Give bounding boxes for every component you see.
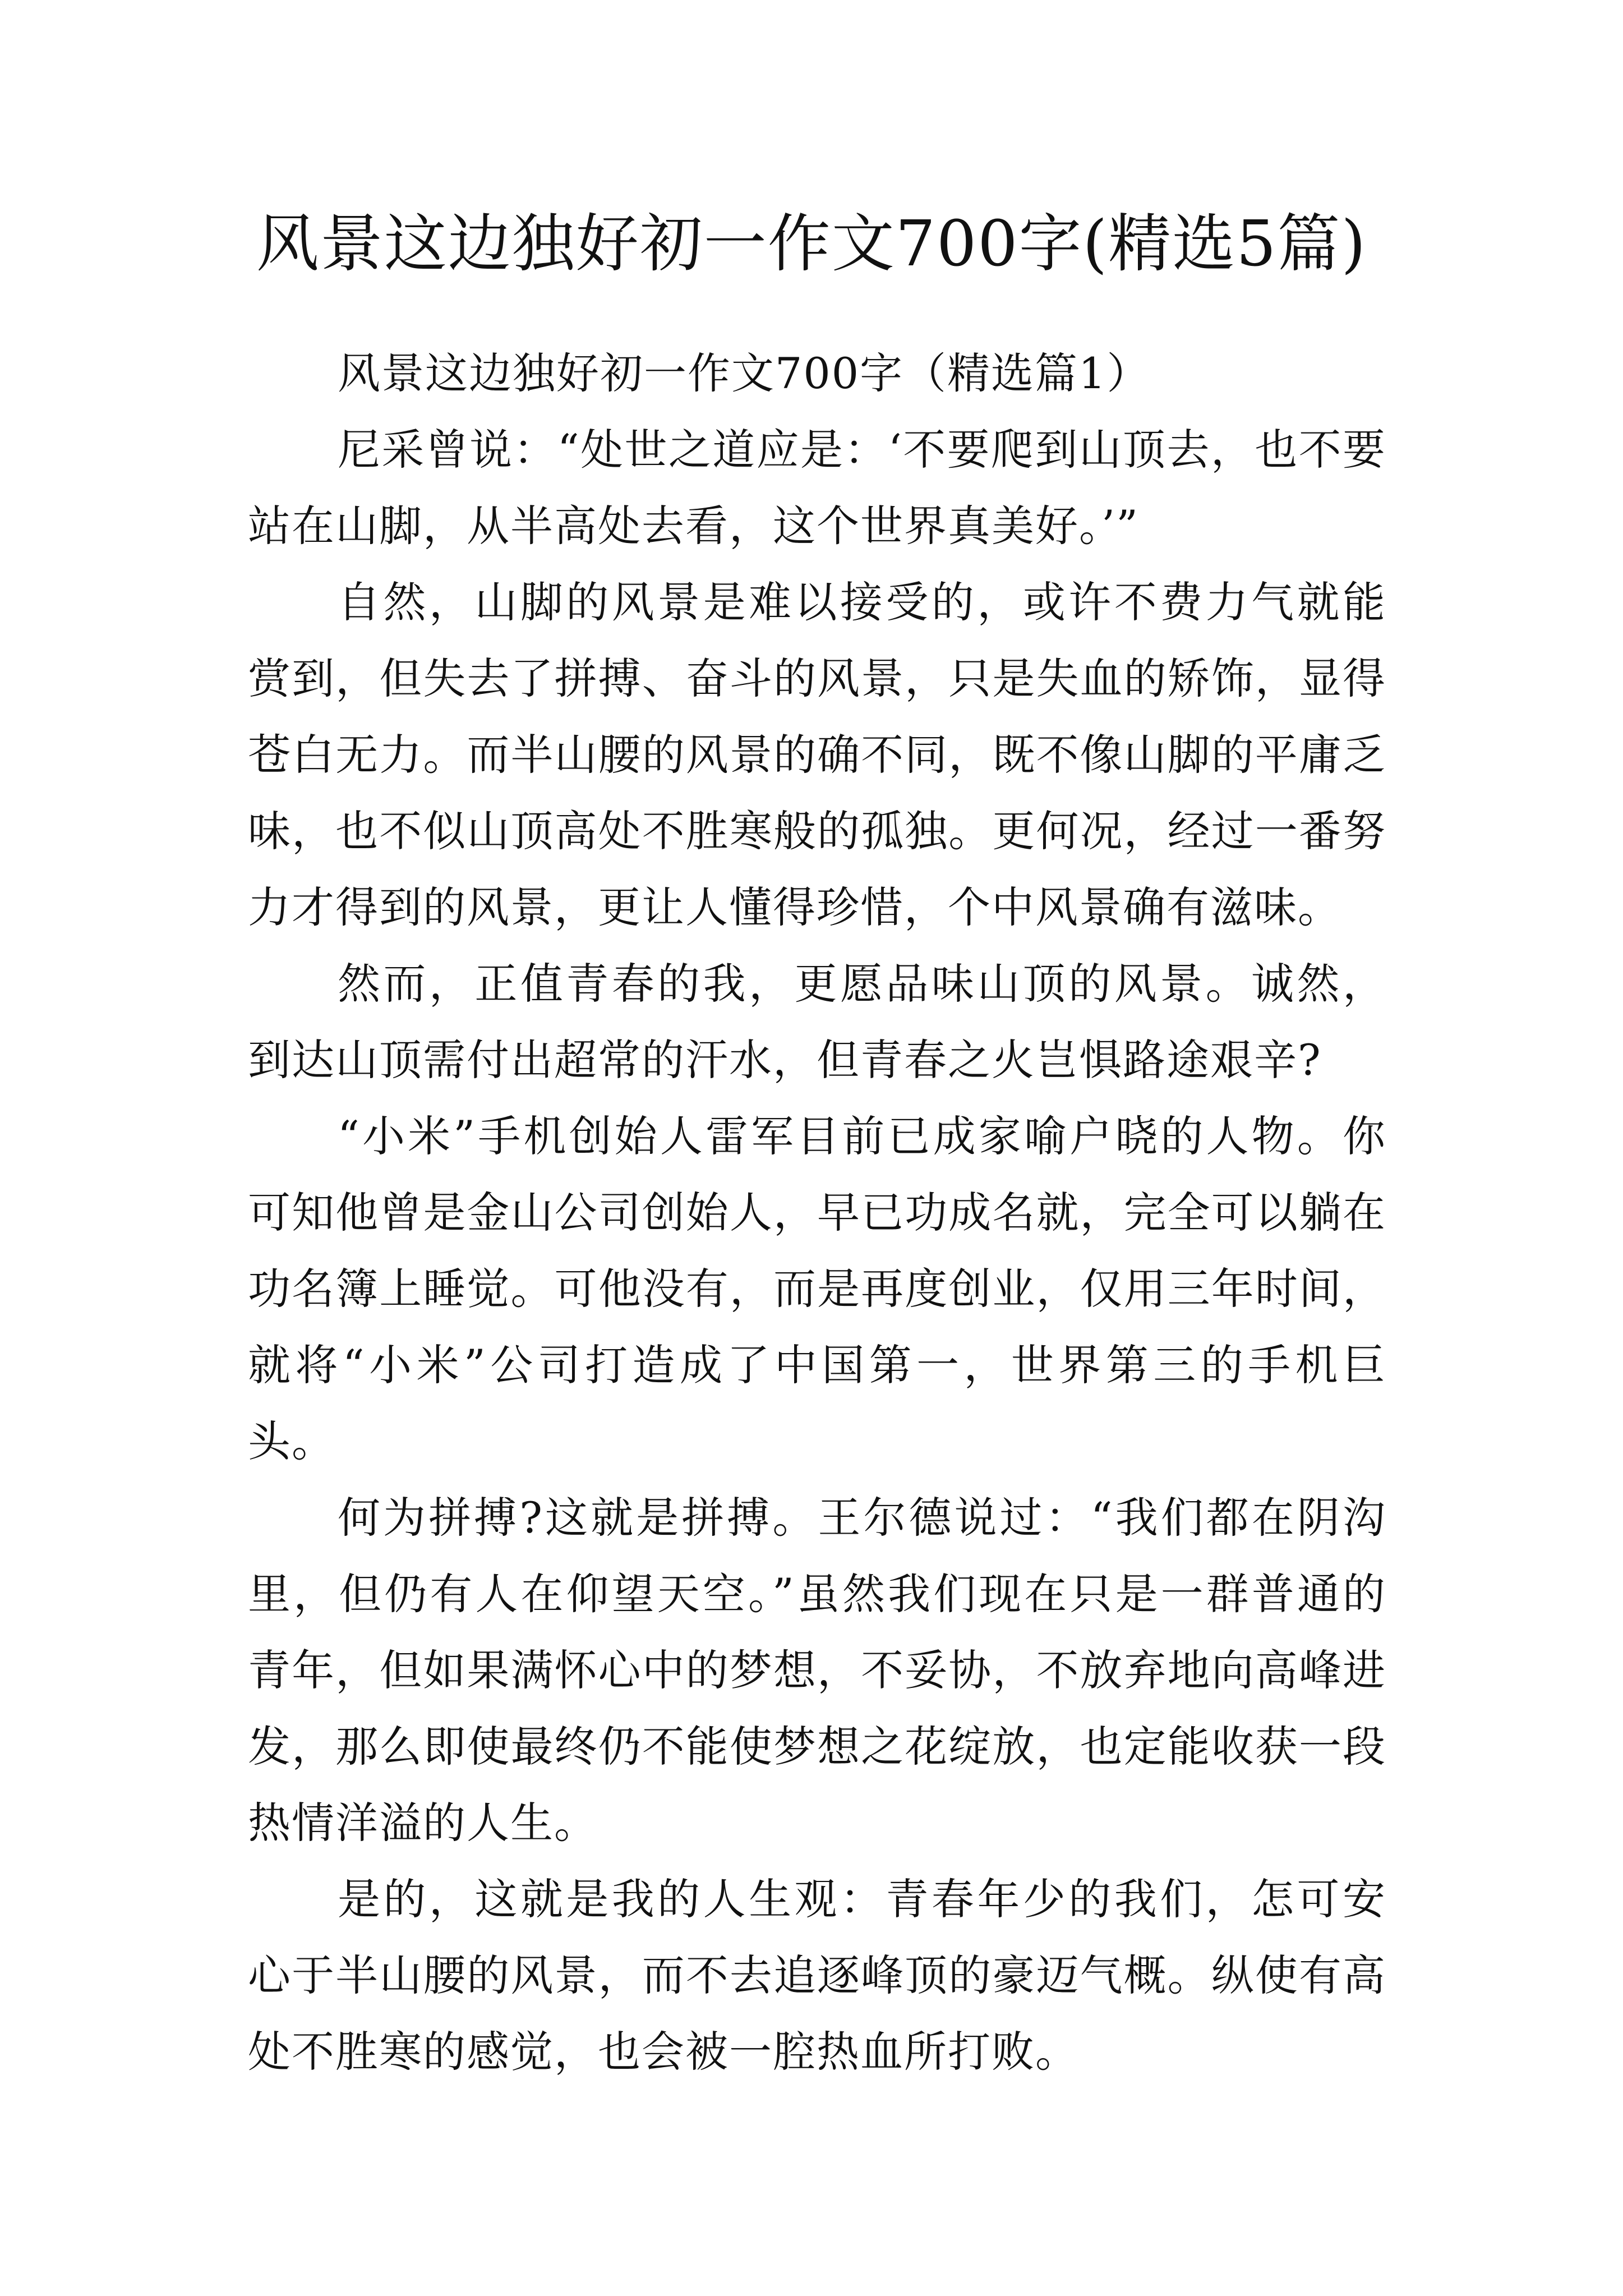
paragraph: 然而，正值青春的我，更愿品味山顶的风景。诚然，到达山顶需付出超常的汗水，但青春之火岂惧路途艰辛? [248, 959, 1386, 1085]
document-title: 风景这边独好初一作文700字(精选5篇) [256, 208, 1367, 280]
paragraph: 尼采曾说：“处世之道应是：‘不要爬到山顶去，也不要站在山脚，从半高处去看，这个世界真美好。’” [248, 425, 1386, 551]
document-body [248, 335, 1386, 2090]
paragraph: 是的，这就是我的人生观：青春年少的我们，怎可安心于半山腰的风景，而不去追逐峰顶的豪迈气概。纵使有高处不胜寒的感觉，也会被一腔热血所打败。 [248, 1874, 1386, 2077]
paragraph: 何为拼搏?这就是拼搏。王尔德说过：“我们都在阴沟里，但仍有人在仰望天空。”虽然我们现在只是一群普通的青年，但如果满怀心中的梦想，不妥协，不放弃地向高峰进发，那么即使最终仍不能使梦想之花绽放，也定能收获一段热情洋溢的人生。 [248, 1493, 1386, 1848]
paragraph: “小米”手机创始人雷军目前已成家喻户晓的人物。你可知他曾是金山公司创始人，早已功成名就，完全可以躺在功名簿上睡觉。可他没有，而是再度创业，仅用三年时间，就将“小米”公司打造成了中国第一，世界第三的手机巨头。 [248, 1111, 1386, 1466]
paragraph: 自然，山脚的风景是难以接受的，或许不费力气就能赏到，但失去了拼搏、奋斗的风景，只是失血的矫饰，显得苍白无力。而半山腰的风景的确不同，既不像山脚的平庸乏味，也不似山顶高处不胜寒般的孤独。更何况，经过一番努力才得到的风景，更让人懂得珍惜，个中风景确有滋味。 [248, 577, 1386, 932]
section-heading: 风景这边独好初一作文700字（精选篇1） [338, 348, 1151, 398]
